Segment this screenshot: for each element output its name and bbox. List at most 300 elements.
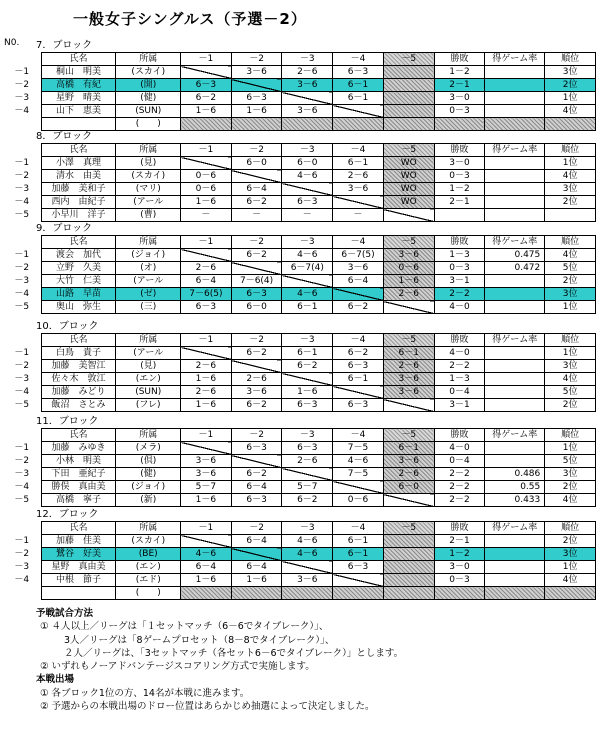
score-vs-1: 1－6 bbox=[181, 373, 232, 386]
game-rate bbox=[485, 118, 545, 131]
method-rule-1: ① ４人以上／リーグは「１セットマッチ（6－6でタイブレーク）」、 bbox=[40, 621, 329, 633]
score-vs-5 bbox=[383, 587, 434, 600]
rank: 2位 bbox=[545, 275, 596, 288]
score-vs-3 bbox=[282, 468, 333, 481]
player-name: 小早川 洋子 bbox=[41, 209, 116, 222]
player-name: 鷺谷 好美 bbox=[41, 548, 116, 561]
player-row bbox=[3, 79, 596, 92]
header-opponent-4: －4 bbox=[333, 144, 384, 157]
header-opponent-1: －1 bbox=[181, 334, 232, 347]
player-row bbox=[3, 561, 596, 574]
score-vs-2: 6－4 bbox=[231, 183, 282, 196]
score-vs-1: 1－6 bbox=[181, 196, 232, 209]
rank: 4位 bbox=[545, 105, 596, 118]
win-loss: 0－3 bbox=[434, 574, 485, 587]
score-vs-5: 0－6 bbox=[383, 262, 434, 275]
player-name: 飯沼 さとみ bbox=[41, 399, 116, 412]
score-vs-4: 4－6 bbox=[333, 455, 384, 468]
player-name: 小林 明美 bbox=[41, 455, 116, 468]
row-number: －2 bbox=[3, 262, 41, 275]
player-club: (開) bbox=[116, 79, 181, 92]
header-name: 氏名 bbox=[41, 53, 116, 66]
header-opponent-1: －1 bbox=[181, 144, 232, 157]
score-vs-5: 2－6 bbox=[383, 288, 434, 301]
win-loss: 2－2 bbox=[434, 481, 485, 494]
header-opponent-3: －3 bbox=[282, 144, 333, 157]
rank: 1位 bbox=[545, 157, 596, 170]
score-vs-5: 3－6 bbox=[383, 455, 434, 468]
score-vs-4: 6－2 bbox=[333, 301, 384, 314]
player-name: 加藤 みゆき bbox=[41, 442, 116, 455]
header-opponent-2: －2 bbox=[231, 334, 282, 347]
game-rate bbox=[485, 209, 545, 222]
score-vs-2 bbox=[231, 455, 282, 468]
win-loss: 0－4 bbox=[434, 455, 485, 468]
block-7 bbox=[3, 39, 596, 131]
main-draw-rule-1: ① 各ブロック1位の方、14名が本戦に進みます。 bbox=[40, 687, 250, 699]
player-name: 星野 真由美 bbox=[41, 561, 116, 574]
game-rate: 0.486 bbox=[485, 468, 545, 481]
score-vs-5 bbox=[383, 92, 434, 105]
header-game-rate: 得ゲーム率 bbox=[485, 236, 545, 249]
player-row bbox=[3, 262, 596, 275]
rank: 3位 bbox=[545, 548, 596, 561]
score-vs-2 bbox=[231, 118, 282, 131]
header-opponent-3: －3 bbox=[282, 522, 333, 535]
player-row bbox=[3, 442, 596, 455]
row-number: －2 bbox=[3, 360, 41, 373]
score-vs-4 bbox=[333, 386, 384, 399]
game-rate: 0.472 bbox=[485, 262, 545, 275]
score-vs-1: 0－6 bbox=[181, 183, 232, 196]
player-name bbox=[41, 587, 116, 600]
player-name: 加藤 佳美 bbox=[41, 535, 116, 548]
block-table bbox=[3, 521, 596, 600]
score-vs-1: 6－4 bbox=[181, 275, 232, 288]
header-opponent-5: －5 bbox=[383, 429, 434, 442]
row-number: －5 bbox=[3, 209, 41, 222]
rank: 1位 bbox=[545, 92, 596, 105]
win-loss: 2－2 bbox=[434, 494, 485, 507]
score-vs-4: 6－3 bbox=[333, 66, 384, 79]
header-opponent-2: －2 bbox=[231, 522, 282, 535]
score-vs-2: 6－3 bbox=[231, 92, 282, 105]
score-vs-4: 6－1 bbox=[333, 79, 384, 92]
score-vs-2: 6－4 bbox=[231, 535, 282, 548]
row-number: －1 bbox=[3, 535, 41, 548]
score-vs-3 bbox=[282, 561, 333, 574]
game-rate bbox=[485, 360, 545, 373]
row-number: －3 bbox=[3, 92, 41, 105]
game-rate bbox=[485, 574, 545, 587]
header-game-rate: 得ゲーム率 bbox=[485, 53, 545, 66]
block-8 bbox=[3, 130, 596, 222]
game-rate bbox=[485, 399, 545, 412]
player-name: 勝俣 真由美 bbox=[41, 481, 116, 494]
score-vs-2 bbox=[231, 360, 282, 373]
score-vs-4 bbox=[333, 196, 384, 209]
game-rate bbox=[485, 386, 545, 399]
player-club: (健) bbox=[116, 468, 181, 481]
win-loss: 3－0 bbox=[434, 561, 485, 574]
header-opponent-4: －4 bbox=[333, 53, 384, 66]
player-name: 山下 恵美 bbox=[41, 105, 116, 118]
player-club: (ゼ) bbox=[116, 288, 181, 301]
game-rate bbox=[485, 535, 545, 548]
player-row bbox=[3, 548, 596, 561]
header-opponent-2: －2 bbox=[231, 429, 282, 442]
player-club: ( ) bbox=[116, 118, 181, 131]
corner-cell bbox=[3, 53, 41, 66]
block-title: 10．ブロック bbox=[36, 321, 99, 332]
score-vs-3: 4－6 bbox=[282, 288, 333, 301]
player-club: (アール bbox=[116, 196, 181, 209]
player-club: (SUN) bbox=[116, 105, 181, 118]
header-club: 所属 bbox=[116, 53, 181, 66]
score-vs-1 bbox=[181, 587, 232, 600]
rank: 2位 bbox=[545, 399, 596, 412]
score-vs-5 bbox=[383, 561, 434, 574]
header-win-loss: 勝敗 bbox=[434, 522, 485, 535]
score-vs-3: 6－1 bbox=[282, 347, 333, 360]
header-opponent-3: －3 bbox=[282, 429, 333, 442]
score-vs-2: 6－3 bbox=[231, 288, 282, 301]
row-number: －2 bbox=[3, 170, 41, 183]
player-row bbox=[3, 301, 596, 314]
score-vs-3: 6－0 bbox=[282, 157, 333, 170]
score-vs-3 bbox=[282, 118, 333, 131]
row-number: －4 bbox=[3, 105, 41, 118]
win-loss: 2－2 bbox=[434, 288, 485, 301]
win-loss: 0－3 bbox=[434, 170, 485, 183]
player-row bbox=[3, 574, 596, 587]
score-vs-5: 6－0 bbox=[383, 481, 434, 494]
score-vs-3: 4－6 bbox=[282, 548, 333, 561]
rank: 1位 bbox=[545, 442, 596, 455]
player-name: 渡会 加代 bbox=[41, 249, 116, 262]
rank: 2位 bbox=[545, 481, 596, 494]
score-vs-2: 3－6 bbox=[231, 66, 282, 79]
rank: 4位 bbox=[545, 373, 596, 386]
player-club: (三) bbox=[116, 301, 181, 314]
player-club: (フレ) bbox=[116, 399, 181, 412]
player-club: (見) bbox=[116, 360, 181, 373]
win-loss: 4－0 bbox=[434, 301, 485, 314]
player-row bbox=[3, 373, 596, 386]
score-vs-5 bbox=[383, 105, 434, 118]
game-rate bbox=[485, 288, 545, 301]
corner-cell bbox=[3, 334, 41, 347]
main-draw-rule-2: ② 予選からの本戦出場のドロー位置はあらかじめ抽選によって決定しました。 bbox=[40, 701, 375, 713]
score-vs-3: 1－6 bbox=[282, 386, 333, 399]
player-row bbox=[3, 399, 596, 412]
row-number: －4 bbox=[3, 386, 41, 399]
header-opponent-5: －5 bbox=[383, 53, 434, 66]
score-vs-4 bbox=[333, 288, 384, 301]
score-vs-3: 4－6 bbox=[282, 170, 333, 183]
header-game-rate: 得ゲーム率 bbox=[485, 334, 545, 347]
player-name: 下田 亜紀子 bbox=[41, 468, 116, 481]
player-club: (エン) bbox=[116, 561, 181, 574]
row-number: －3 bbox=[3, 561, 41, 574]
score-vs-2: 6－2 bbox=[231, 399, 282, 412]
score-vs-4: 6－1 bbox=[333, 373, 384, 386]
score-vs-1: 6－3 bbox=[181, 301, 232, 314]
score-vs-5: 2－6 bbox=[383, 468, 434, 481]
score-vs-1 bbox=[181, 157, 232, 170]
score-vs-1: 5－7 bbox=[181, 481, 232, 494]
score-vs-1 bbox=[181, 66, 232, 79]
player-row bbox=[3, 455, 596, 468]
game-rate bbox=[485, 561, 545, 574]
row-number: －3 bbox=[3, 468, 41, 481]
score-vs-5 bbox=[383, 494, 434, 507]
player-row bbox=[3, 66, 596, 79]
win-loss: 1－2 bbox=[434, 548, 485, 561]
score-vs-3: 4－6 bbox=[282, 249, 333, 262]
score-vs-2: 3－6 bbox=[231, 386, 282, 399]
win-loss: 4－0 bbox=[434, 442, 485, 455]
score-vs-1 bbox=[181, 347, 232, 360]
score-vs-2: 6－4 bbox=[231, 561, 282, 574]
score-vs-1: － bbox=[181, 209, 232, 222]
player-row bbox=[3, 92, 596, 105]
rank: 4位 bbox=[545, 574, 596, 587]
score-vs-2: 7－6(4) bbox=[231, 275, 282, 288]
score-vs-3 bbox=[282, 373, 333, 386]
score-vs-4: 6－3 bbox=[333, 360, 384, 373]
score-vs-2: 6－2 bbox=[231, 249, 282, 262]
block-10 bbox=[3, 320, 596, 412]
score-vs-3 bbox=[282, 92, 333, 105]
score-vs-3: 3－6 bbox=[282, 574, 333, 587]
player-club: (新) bbox=[116, 494, 181, 507]
game-rate bbox=[485, 92, 545, 105]
row-number: －3 bbox=[3, 183, 41, 196]
score-vs-2 bbox=[231, 79, 282, 92]
score-vs-4: 6－1 bbox=[333, 535, 384, 548]
header-row bbox=[3, 144, 596, 157]
score-vs-1: 6－3 bbox=[181, 79, 232, 92]
score-vs-1 bbox=[181, 442, 232, 455]
row-number: －2 bbox=[3, 548, 41, 561]
score-vs-3: 6－3 bbox=[282, 399, 333, 412]
score-vs-3: 6－7(4) bbox=[282, 262, 333, 275]
row-number: －2 bbox=[3, 79, 41, 92]
method-rule-4: ② いずれもノーアドバンテージスコアリング方式で実施します。 bbox=[40, 661, 315, 673]
header-opponent-1: －1 bbox=[181, 53, 232, 66]
corner-cell bbox=[3, 522, 41, 535]
player-club: (スカイ) bbox=[116, 535, 181, 548]
player-row bbox=[3, 209, 596, 222]
header-rank: 順位 bbox=[545, 236, 596, 249]
player-name: 高橋 寧子 bbox=[41, 494, 116, 507]
player-name: 白鳥 貴子 bbox=[41, 347, 116, 360]
score-vs-4: 3－6 bbox=[333, 262, 384, 275]
score-vs-5 bbox=[383, 548, 434, 561]
score-vs-2: 2－6 bbox=[231, 373, 282, 386]
score-vs-5 bbox=[383, 535, 434, 548]
win-loss: 3－0 bbox=[434, 92, 485, 105]
row-number: －4 bbox=[3, 196, 41, 209]
score-vs-3 bbox=[282, 183, 333, 196]
header-name: 氏名 bbox=[41, 144, 116, 157]
score-vs-5: WO bbox=[383, 157, 434, 170]
score-vs-4: 7－5 bbox=[333, 442, 384, 455]
rank: 3位 bbox=[545, 360, 596, 373]
win-loss bbox=[434, 118, 485, 131]
header-club: 所属 bbox=[116, 334, 181, 347]
score-vs-4: 2－6 bbox=[333, 170, 384, 183]
header-row bbox=[3, 236, 596, 249]
score-vs-1: 1－6 bbox=[181, 574, 232, 587]
header-opponent-5: －5 bbox=[383, 334, 434, 347]
rank: 5位 bbox=[545, 386, 596, 399]
score-vs-4 bbox=[333, 574, 384, 587]
game-rate bbox=[485, 301, 545, 314]
win-loss: 2－1 bbox=[434, 196, 485, 209]
player-row bbox=[3, 170, 596, 183]
block-table bbox=[3, 235, 596, 314]
player-club: (健) bbox=[116, 92, 181, 105]
player-row bbox=[3, 275, 596, 288]
row-number: －1 bbox=[3, 442, 41, 455]
player-name: 立野 久美 bbox=[41, 262, 116, 275]
header-name: 氏名 bbox=[41, 522, 116, 535]
win-loss: 1－3 bbox=[434, 373, 485, 386]
win-loss bbox=[434, 209, 485, 222]
score-vs-4: 3－6 bbox=[333, 183, 384, 196]
row-number bbox=[3, 118, 41, 131]
row-number: －4 bbox=[3, 574, 41, 587]
corner-cell bbox=[3, 429, 41, 442]
win-loss: 2－2 bbox=[434, 360, 485, 373]
header-rank: 順位 bbox=[545, 522, 596, 535]
header-club: 所属 bbox=[116, 429, 181, 442]
header-opponent-3: －3 bbox=[282, 53, 333, 66]
player-row bbox=[3, 386, 596, 399]
score-vs-4 bbox=[333, 481, 384, 494]
score-vs-5: 3－6 bbox=[383, 373, 434, 386]
player-row bbox=[3, 288, 596, 301]
score-vs-1: 2－6 bbox=[181, 360, 232, 373]
header-opponent-1: －1 bbox=[181, 429, 232, 442]
score-vs-5: 6－1 bbox=[383, 442, 434, 455]
player-club: (アール bbox=[116, 275, 181, 288]
score-vs-1: 1－6 bbox=[181, 399, 232, 412]
header-club: 所属 bbox=[116, 236, 181, 249]
header-name: 氏名 bbox=[41, 334, 116, 347]
score-vs-1: 6－4 bbox=[181, 561, 232, 574]
game-rate bbox=[485, 157, 545, 170]
header-rank: 順位 bbox=[545, 429, 596, 442]
score-vs-4 bbox=[333, 105, 384, 118]
player-row bbox=[3, 249, 596, 262]
player-club: (オ) bbox=[116, 262, 181, 275]
header-opponent-5: －5 bbox=[383, 236, 434, 249]
game-rate bbox=[485, 548, 545, 561]
row-number: －4 bbox=[3, 288, 41, 301]
rank: 3位 bbox=[545, 66, 596, 79]
header-club: 所属 bbox=[116, 144, 181, 157]
rank: 3位 bbox=[545, 183, 596, 196]
score-vs-3: 6－3 bbox=[282, 196, 333, 209]
score-vs-4: 6－7(5) bbox=[333, 249, 384, 262]
score-vs-1 bbox=[181, 535, 232, 548]
player-name: 加藤 美和子 bbox=[41, 183, 116, 196]
player-row bbox=[3, 587, 596, 600]
game-rate bbox=[485, 275, 545, 288]
header-opponent-4: －4 bbox=[333, 522, 384, 535]
score-vs-5: 6－1 bbox=[383, 347, 434, 360]
header-rank: 順位 bbox=[545, 53, 596, 66]
header-opponent-4: －4 bbox=[333, 429, 384, 442]
header-row bbox=[3, 334, 596, 347]
score-vs-2 bbox=[231, 587, 282, 600]
row-number: －2 bbox=[3, 455, 41, 468]
header-opponent-4: －4 bbox=[333, 334, 384, 347]
header-game-rate: 得ゲーム率 bbox=[485, 522, 545, 535]
rank bbox=[545, 118, 596, 131]
corner-cell bbox=[3, 144, 41, 157]
win-loss: 1－2 bbox=[434, 66, 485, 79]
player-row bbox=[3, 468, 596, 481]
header-row bbox=[3, 522, 596, 535]
header-name: 氏名 bbox=[41, 429, 116, 442]
player-name: 星野 晴美 bbox=[41, 92, 116, 105]
player-club: (メラ) bbox=[116, 442, 181, 455]
block-title: 8．ブロック bbox=[36, 131, 93, 142]
block-title: 12．ブロック bbox=[36, 509, 99, 520]
player-row bbox=[3, 157, 596, 170]
score-vs-2: 1－6 bbox=[231, 105, 282, 118]
player-club: (マリ) bbox=[116, 183, 181, 196]
player-name: 清水 由美 bbox=[41, 170, 116, 183]
score-vs-1 bbox=[181, 118, 232, 131]
row-number: －5 bbox=[3, 399, 41, 412]
row-number: －1 bbox=[3, 157, 41, 170]
header-game-rate: 得ゲーム率 bbox=[485, 144, 545, 157]
block-title: 11．ブロック bbox=[36, 416, 99, 427]
header-win-loss: 勝敗 bbox=[434, 334, 485, 347]
win-loss: 4－0 bbox=[434, 347, 485, 360]
page-title: 一般女子シングルス（予選－2） bbox=[73, 10, 307, 28]
rank: 1位 bbox=[545, 301, 596, 314]
score-vs-1: 2－6 bbox=[181, 386, 232, 399]
player-club: (ジョイ) bbox=[116, 249, 181, 262]
header-opponent-2: －2 bbox=[231, 144, 282, 157]
header-win-loss: 勝敗 bbox=[434, 236, 485, 249]
player-club: (倶) bbox=[116, 455, 181, 468]
block-11 bbox=[3, 415, 596, 507]
header-opponent-5: －5 bbox=[383, 144, 434, 157]
score-vs-1: 1－6 bbox=[181, 494, 232, 507]
rank: 4位 bbox=[545, 494, 596, 507]
score-vs-2: 6－0 bbox=[231, 301, 282, 314]
block-table bbox=[3, 52, 596, 131]
block-title: 9．ブロック bbox=[36, 223, 93, 234]
score-vs-4: 6－3 bbox=[333, 399, 384, 412]
score-vs-2: 6－2 bbox=[231, 347, 282, 360]
score-vs-2: 6－2 bbox=[231, 468, 282, 481]
game-rate bbox=[485, 196, 545, 209]
player-name: 西内 由紀子 bbox=[41, 196, 116, 209]
score-vs-3: 5－7 bbox=[282, 481, 333, 494]
header-opponent-2: －2 bbox=[231, 236, 282, 249]
rank bbox=[545, 209, 596, 222]
score-vs-5: 3－6 bbox=[383, 249, 434, 262]
corner-cell bbox=[3, 236, 41, 249]
